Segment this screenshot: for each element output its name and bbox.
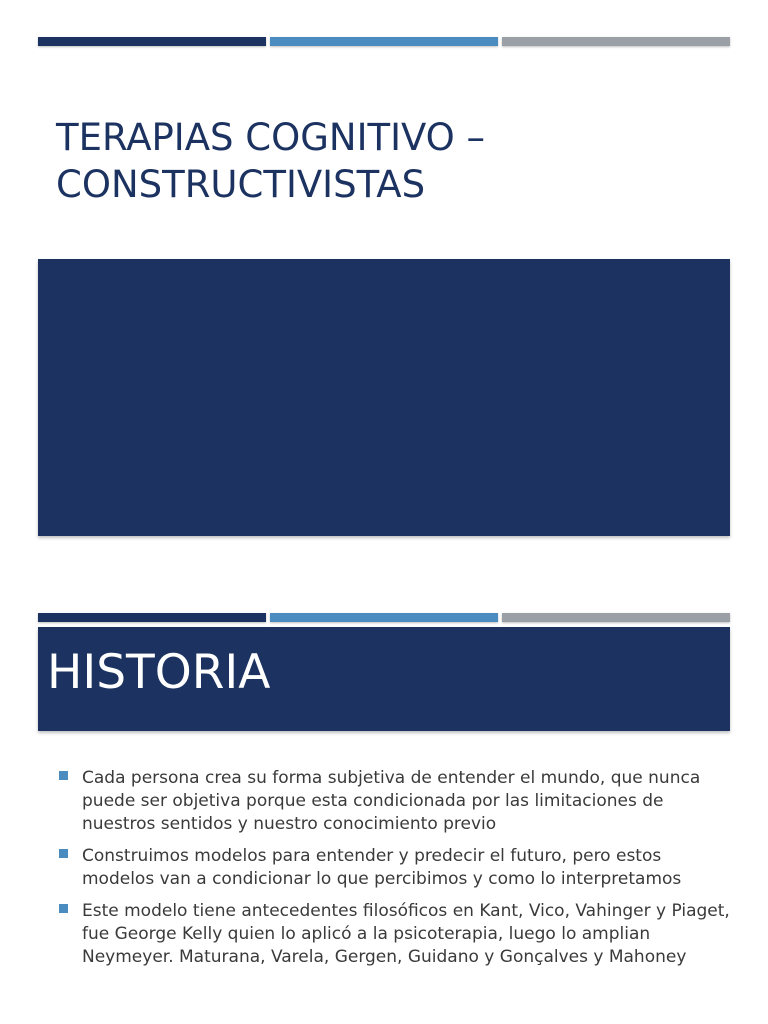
bullet-text: Construimos modelos para entender y predecir el futuro, pero estos modelos van a condicionar lo que percibimos y como lo interpretamos bbox=[82, 846, 682, 889]
slide-2-title-band bbox=[38, 627, 730, 731]
bullet-item bbox=[58, 900, 730, 969]
square-bullet-icon bbox=[59, 771, 68, 780]
square-bullet-icon bbox=[59, 904, 68, 913]
bullet-text: Este modelo tiene antecedentes filosóficos en Kant, Vico, Vahinger y Piaget, fue George Kelly quien lo aplicó a la psicoterapia, luego lo amplian Neymeyer. Maturana, Varela, Gergen, Guidano y Gonçalves y Mahoney bbox=[82, 901, 730, 967]
header-stripe-navy bbox=[38, 613, 266, 622]
bullet-list bbox=[58, 767, 730, 978]
slide-1-image-placeholder bbox=[38, 259, 730, 536]
slide-1-title bbox=[56, 114, 696, 208]
header-stripe-blue bbox=[270, 613, 498, 622]
header-stripe-gray bbox=[502, 613, 730, 622]
slide-2-title: HISTORIA bbox=[47, 645, 271, 700]
header-stripe-navy bbox=[38, 37, 266, 46]
bullet-item bbox=[58, 845, 730, 891]
header-stripe-blue bbox=[270, 37, 498, 46]
header-stripe-gray bbox=[502, 37, 730, 46]
bullet-text: Cada persona crea su forma subjetiva de entender el mundo, que nunca puede ser objetiva porque esta condicionada por las limitaciones de nuestros sentidos y nuestro conocimiento previo bbox=[82, 768, 701, 834]
square-bullet-icon bbox=[59, 849, 68, 858]
slide-1-title-line-1: TERAPIAS COGNITIVO – bbox=[56, 116, 486, 159]
slide-1-title-line-2: CONSTRUCTIVISTAS bbox=[56, 163, 426, 206]
bullet-item bbox=[58, 767, 730, 836]
